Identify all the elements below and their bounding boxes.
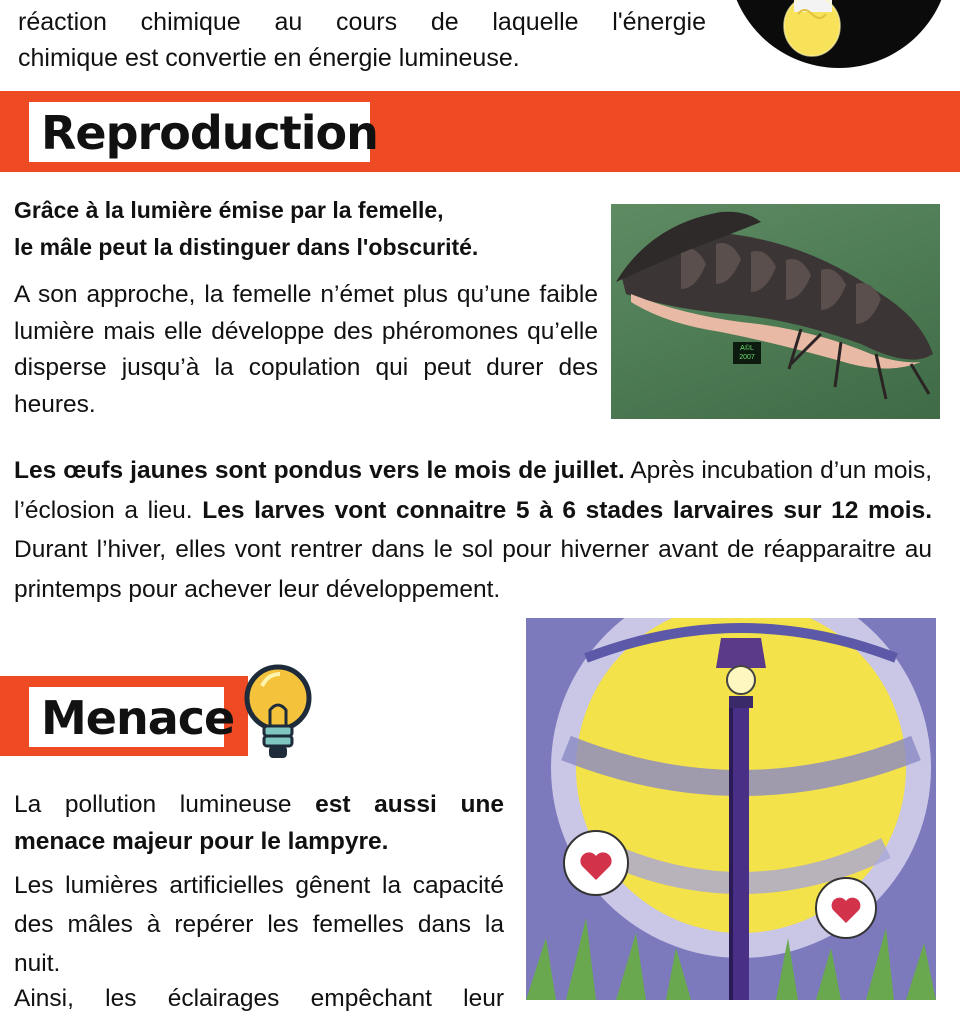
reproduction-paragraph-1: A son approche, la femelle n’émet plus qu’une faible lumière mais elle développe des phéromones qu’elle disperse jusqu’à la copulation qui peut durer des heures. [14,281,598,418]
lamppost-drawing [526,618,936,1000]
lightbulb-icon [728,0,950,68]
menace-paragraph-2: Les lumières artificielles gênent la capacité des mâles à repérer les femelles dans la nuit. [14,872,504,977]
section-title-menace [29,687,235,747]
photo-copyright-tag [733,342,761,364]
photo-tag-line-1: A©L [740,345,754,352]
lamppost-illustration [526,618,936,1000]
larvae-bold-text: Les larves vont connaitre 5 à 6 stades larvaires sur 12 mois. [202,496,932,524]
reproduction-lead [14,192,614,266]
firefly-illustration [611,204,940,419]
reproduction-title-text: Reproduction [41,106,378,160]
reproduction-lead-line-2: le mâle peut la distinguer dans l'obscurité. [14,234,479,260]
incubation-text: Après incubation d’un mois, l’éclosion a lieu. [14,457,932,524]
section-title-reproduction [29,102,378,162]
menace-title-text: Menace [41,691,235,745]
firefly-photo [611,204,940,419]
menace-paragraph-1 [14,786,504,860]
intro-line-1: réaction chimique au cours de laquelle l'énergie [18,8,706,36]
reproduction-paragraph-2 [14,451,932,609]
menace-p1-text: La pollution lumineuse [14,791,316,818]
eggs-bold-text: Les œufs jaunes sont pondus vers le mois de juillet. [14,457,625,484]
lightbulb-outline-icon [240,662,316,772]
lightbulb-badge [728,0,950,68]
winter-text: Durant l’hiver, elles vont rentrer dans le sol pour hiverner avant de réapparaitre au printemps pour achever leur développement. [14,536,932,603]
intro-line-2: chimique est convertie en énergie lumineuse. [18,44,520,72]
menace-paragraph-3: Ainsi, les éclairages empêchant leur [14,985,504,1012]
intro-paragraph [18,4,706,76]
reproduction-lead-line-1: Grâce à la lumière émise par la femelle, [14,197,444,223]
menace-p1-bold: est aussi une menace majeur pour le lampyre. [14,791,504,855]
photo-tag-line-2: 2007 [739,354,755,361]
